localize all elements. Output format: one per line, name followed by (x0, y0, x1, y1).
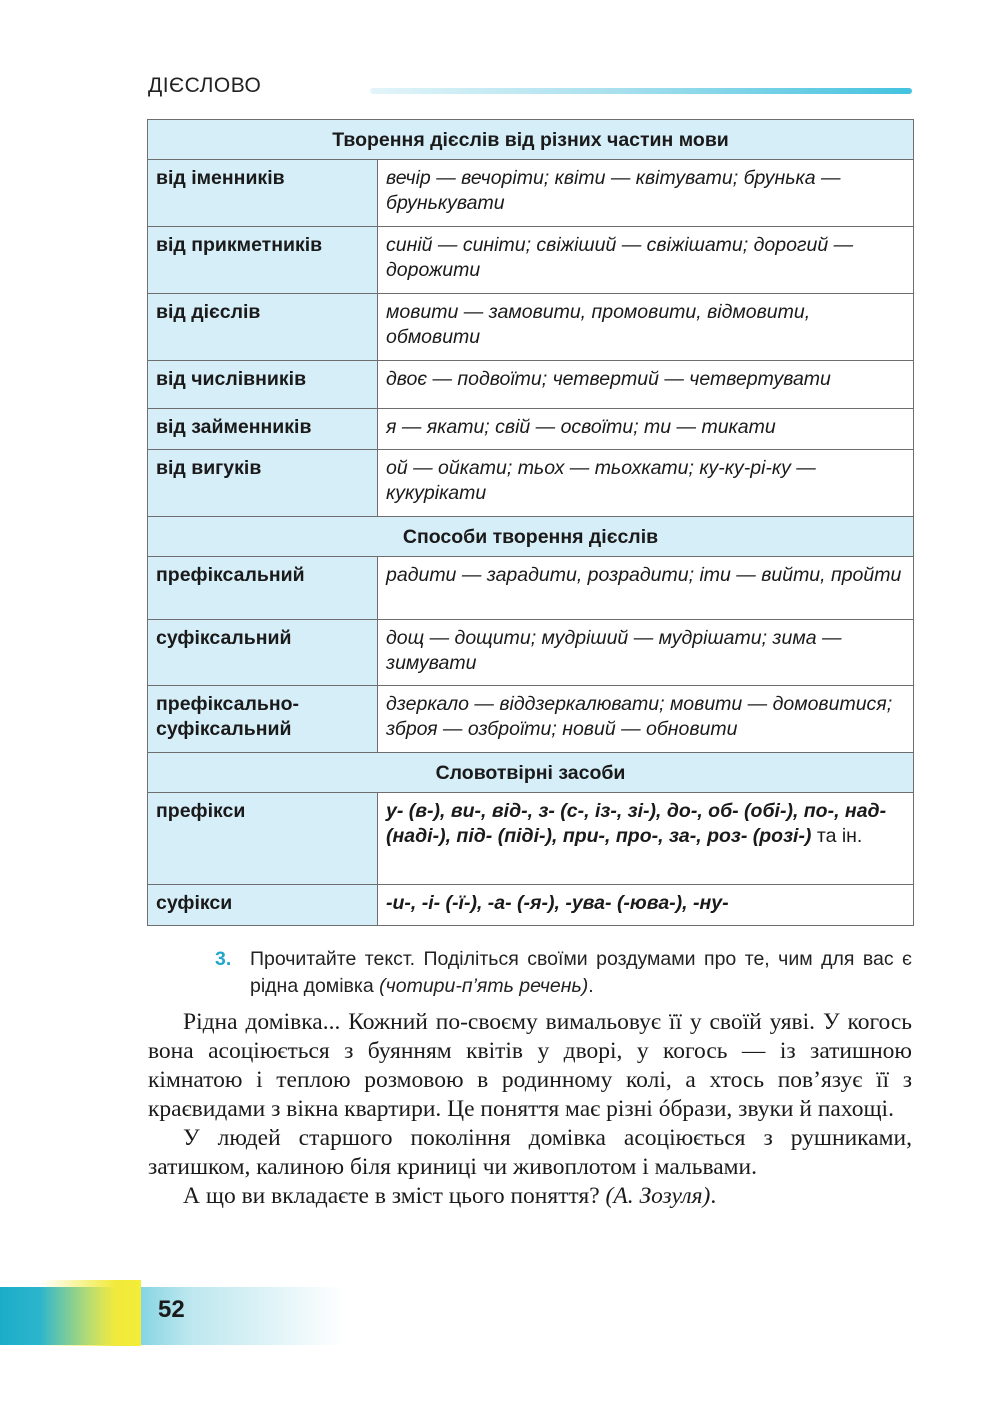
row-example: двоє — подвоїти; четвертий — четвертувати (378, 361, 914, 409)
task-end: . (588, 975, 594, 997)
prefix-list: у- (в-), ви-, від-, з- (с-, із-, зі-), до-, об- (обі-), по-, над- (наді-), під- (піді-), при-, про-, за-, роз- (розі-) (386, 800, 887, 847)
row-term: префіксально-суфіксальний (148, 686, 378, 753)
prefix-list-tail: та ін. (816, 825, 863, 847)
table-row (148, 686, 914, 753)
task-number: 3. (215, 948, 232, 970)
reading-text (148, 1008, 912, 1211)
row-example: дзеркало — віддзеркалювати; мовити — домовитися; зброя — озброїти; новий — обновити (378, 686, 914, 753)
table-row (148, 620, 914, 686)
task-note: (чотири-п’ять речень) (379, 975, 589, 997)
reading-source: (А. Зозуля) (605, 1183, 711, 1209)
row-term: суфіксальний (148, 620, 378, 686)
row-example: радити — зарадити, розрадити; іти — вийти, пройти (378, 557, 914, 620)
suffix-list: -и-, -і- (-ї-), -а- (-я-), -ува- (-юва-), -ну- (386, 892, 729, 914)
row-term: від займенників (148, 409, 378, 450)
row-example: дощ — дощити; мудріший — мудрішати; зима — зимувати (378, 620, 914, 686)
table-row (148, 885, 914, 926)
footer-accent (40, 1280, 141, 1346)
header-rule (370, 88, 912, 94)
reading-paragraph-3 (148, 1182, 912, 1211)
row-example (378, 793, 914, 885)
table-section-header (148, 753, 914, 793)
row-example: синій — синіти; свіжіший — свіжішати; дорогий — дорожити (378, 227, 914, 294)
task-block (215, 946, 912, 1000)
row-term: суфікси (148, 885, 378, 926)
reading-end: . (710, 1183, 717, 1209)
row-term: від іменників (148, 160, 378, 227)
task-text-wrap (250, 946, 912, 1000)
task-text: Прочитайте текст. Поділіться своїми роздумами про те, чим для вас є рідна домівка (250, 948, 912, 997)
row-example (378, 885, 914, 926)
page-number: 52 (158, 1296, 185, 1323)
reading-paragraph-1: Рідна домівка... Кожний по-своєму вимальовує її у своїй уяві. У когось вона асоціюється з буянням квітів у дворі, у когось — із затишною кімнатою і теплою розмовою в родинному колі, а хтось пов’язує її з краєвидами з вікна квартири. Це поняття має різні óбрази, звуки й пахощі. (148, 1009, 912, 1122)
row-term: префікси (148, 793, 378, 885)
table-row (148, 450, 914, 517)
table-section-header (148, 517, 914, 557)
table-row (148, 160, 914, 227)
row-term: від вигуків (148, 450, 378, 517)
row-example: мовити — замовити, промовити, відмовити, обмовити (378, 294, 914, 361)
table-row (148, 409, 914, 450)
table-row (148, 294, 914, 361)
table-row (148, 557, 914, 620)
section-title: Способи творення дієслів (148, 517, 914, 557)
row-term: від числівників (148, 361, 378, 409)
reading-paragraph-2: У людей старшого покоління домівка асоціюється з рушниками, затишком, калиною біля криниці чи живоплотом і мальвами. (148, 1125, 912, 1180)
section-header: ДІЄСЛОВО (148, 74, 262, 97)
row-term: префіксальний (148, 557, 378, 620)
row-example: ой — ойкати; тьох — тьохкати; ку-ку-рі-ку — кукурікати (378, 450, 914, 517)
row-example: вечір — вечоріти; квіти — квітувати; брунька — брунькувати (378, 160, 914, 227)
section-title: Словотвірні засоби (148, 753, 914, 793)
table-section-header (148, 120, 914, 160)
table-row (148, 793, 914, 885)
row-term: від прикметників (148, 227, 378, 294)
row-term: від дієслів (148, 294, 378, 361)
row-example: я — якати; свій — освоїти; ти — тикати (378, 409, 914, 450)
table-row (148, 361, 914, 409)
verb-formation-table (147, 119, 914, 926)
section-title: Творення дієслів від різних частин мови (148, 120, 914, 160)
reading-question: А що ви вкладаєте в зміст цього поняття? (183, 1183, 600, 1209)
table-row (148, 227, 914, 294)
